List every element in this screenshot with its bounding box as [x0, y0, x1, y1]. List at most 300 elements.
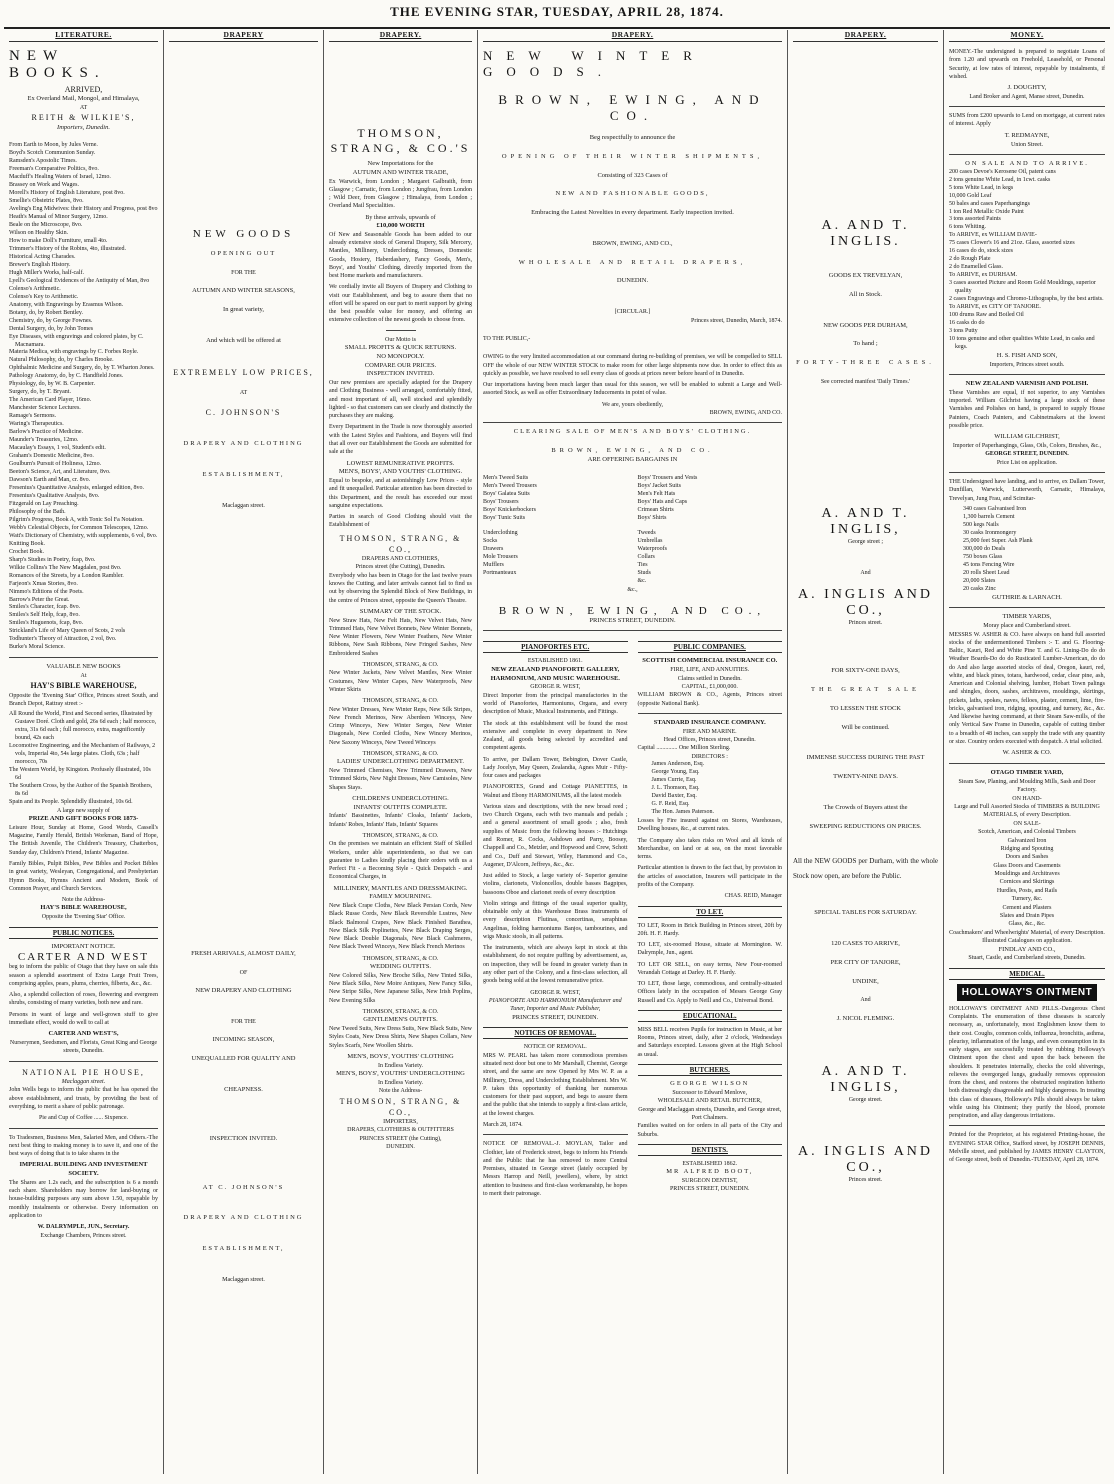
forty-three: FORTY-THREE CASES.	[796, 359, 935, 367]
book-item: Ramage's Sermons.	[9, 413, 57, 420]
bargain-item	[638, 523, 783, 531]
timber-yards: TIMBER YARDS,	[1002, 613, 1052, 621]
bargain-item: Boys' Trousers and Vests	[637, 474, 698, 481]
twenty-nine: TWENTY-NINE DAYS.	[833, 773, 898, 781]
sale-item: 200 cases Devoe's Kerosene Oil, patent cans	[949, 168, 1056, 175]
hay-prize-text: Leisure Hour, Sunday at Home, Good Words, Cassell's Magazine, Family Herald, British Workman, Band of Hope, The British Juvenile, The Children's Treasury, Chatterbox, Sunday day, Children's Friend, Infants' Magazine.	[9, 824, 158, 856]
otago-sub: Steam Saw, Planing, and Moulding Mills, Sash and Door Factory.	[958, 778, 1096, 794]
hay-name: HAY'S BIBLE WAREHOUSE,	[30, 681, 137, 691]
book-item: Heath's Manual of Minor Surgery, 12mo.	[9, 214, 108, 221]
book-item: Pilgrim's Progress, Book A, with Tonic Sol Fa Notation.	[9, 516, 144, 523]
in-stock: All in Stock.	[848, 290, 883, 298]
on-sale-item: Ridging and Spouting	[1000, 845, 1054, 852]
book-item: Waring's Therapeutics.	[9, 421, 64, 428]
claims: Claims settled in Dunedin.	[677, 675, 742, 682]
wedding-text: New Colored Silks, New Broche Silks, New Tinted Silks, New Black Silks, New Moire Antiques, New Fancy Silks, New Stripe Silks, New Japanese Silks, New Irish Poplins, New Evening Silks	[329, 972, 472, 1004]
establishment-2: ESTABLISHMENT,	[202, 1245, 285, 1253]
on-sale-item: Glass, &c., &c.	[1008, 921, 1046, 928]
attention: Particular attention is drawn to the fact that, by provision in the articles of association, Insurers will participate in the profits of the Company.	[637, 865, 782, 888]
educational-heading: EDUCATIONAL.	[638, 1010, 783, 1022]
great-variety: In great variety,	[223, 305, 264, 313]
hay-at: At	[80, 673, 87, 680]
brown-agents: WILLIAM BROWN & CO., Agents, Princes street (opposite National Bank).	[637, 692, 782, 707]
gilchrist-addr: GEORGE STREET, DUNEDIN.	[985, 451, 1069, 458]
wholesale-retail: WHOLESALE AND RETAIL DRAPERS,	[518, 258, 747, 266]
ex-text: Ex Warwick, from London ; Margaret Galbraith, from Glasgow ; Carnatic, from London ; Jungfrau, from London ; Wild Deer, from Glasgow ; Himalaya, from London ; Overland Mail Specialities.	[329, 178, 472, 210]
est-1862: ESTABLISHED 1862.	[682, 1160, 738, 1167]
reid: CHAS. REID, Manager	[724, 893, 782, 900]
motto-is: Our Motto is	[384, 336, 416, 343]
everybody-text: Everybody who has been in Otago for the last twelve years knows the Cutting, and later arrivals cannot fail to find us out by observing the Splendid Block of New Buildings, in the centre of Princes street, opposite the Queen's Theatre.	[329, 572, 472, 604]
of: OF	[239, 969, 248, 976]
immense: IMMENSE SUCCESS DURING THE PAST	[806, 754, 925, 762]
cases-arrive: 120 CASES TO ARRIVE,	[831, 940, 900, 948]
book-item: Trimmer's History of the Robins, 4to, illustrated.	[9, 245, 127, 252]
owing-text-2: Our importations having been much larger than usual for this season, we will be enabled to submit a Large and Well-assorted Stock, as well as offer Extraordinary Inducements in point of value.	[483, 382, 782, 397]
book-item: Nimmo's Editions of the Poets.	[9, 588, 84, 595]
summary-stock: SUMMARY OF THE STOCK.	[359, 607, 442, 615]
books-firm: REITH & WILKIE'S,	[31, 113, 136, 123]
for-the: FOR THE	[231, 269, 256, 276]
yours: We are, yours obediently,	[602, 401, 663, 408]
book-item: Strickland's Life of Mary Queen of Scots, 2 vols	[9, 628, 126, 635]
let-1: TO LET, Room in Brick Building in Princes street, 20ft by 20ft. H. F. Hardy.	[637, 922, 782, 937]
new-importations: New Importations for the	[367, 160, 434, 167]
new-fashionable: NEW AND FASHIONABLE GOODS,	[555, 190, 710, 198]
undersigned-item: 20 casks Zinc	[963, 585, 996, 592]
sale-item: 10 tons genuine and other qualities White Lead, in casks and kegs.	[949, 336, 1095, 350]
bargain-item: Umbrellas	[637, 538, 663, 545]
hay-address: Opposite the 'Evening Star' Office, Princes street South, and Branch Depot, Rattray street :-	[9, 692, 158, 707]
book-item: The American Card Player, 16mo.	[9, 397, 92, 404]
bargain-item: Mufflers	[483, 562, 504, 569]
book-item: Sharp's Studies in Poetry, fcap, 8vo.	[9, 556, 96, 563]
sale-item: 2 do Enamelled Glass.	[949, 264, 1003, 271]
new-drapery: NEW DRAPERY AND CLOTHING	[195, 987, 292, 995]
no-monopoly: NO MONOPOLY.	[376, 352, 425, 360]
on-sale-2: ON SALE-	[1013, 820, 1041, 827]
extremely-low: EXTREMELY LOW PRICES,	[173, 368, 314, 378]
asher: W. ASHER & CO.	[1002, 749, 1052, 757]
books-sub: Importers, Dunedin.	[57, 123, 110, 131]
carter-sign-2: Nurserymen, Seedsmen, and Florists, Great King and George streets, Dunedin.	[9, 1040, 158, 1055]
trades-text-2: The Shares are 1.2s each, and the subscription is 6 a month each share. Shareholders may borrow for land-buying or house-building purposes any sum above 1.50, repayable by monthly instalments or otherwise. Every information on application to	[9, 1179, 158, 1219]
drapery-clothing: DRAPERY AND CLOTHING	[183, 440, 304, 448]
lowest-profits: LOWEST REMUNERATIVE PROFITS.	[346, 459, 455, 467]
book-item: Aveling's Eng Midwives: their History and Progress, post 8vo	[9, 206, 158, 213]
johnson: C. JOHNSON'S	[205, 408, 282, 418]
undersigned-item: 300,000 do Deals	[963, 545, 1006, 552]
great-sale: THE GREAT SALE	[811, 686, 920, 694]
ai-2: A. INGLIS AND CO.,	[797, 1143, 934, 1175]
beg-announce: Beg respectfully to announce the	[589, 134, 676, 141]
new-goods: NEW GOODS	[192, 228, 295, 240]
sale-item: 50 bales and cases Paperhangings	[949, 200, 1030, 207]
column-heading: LITERATURE.	[9, 30, 158, 42]
bec-2: BROWN, EWING, AND CO.	[551, 447, 714, 455]
mens-boys-clothing: MEN'S, BOYS', AND YOUTHS' CLOTHING.	[338, 468, 463, 476]
column-drapery-johnson	[164, 30, 324, 1474]
carter-text-2: Also, a splendid collection of roses, flowering and evergreen shrubs, consisting of many varieties, both new and rare.	[9, 992, 158, 1007]
maclaggan: Maclaggan street.	[222, 502, 265, 509]
bargain-item: Boys' Tunic Suits	[483, 514, 526, 521]
embracing: Embracing the Latest Novelties in every department. Early inspection invited.	[531, 209, 734, 217]
at: AT	[239, 389, 248, 396]
new-winter-goods: NEW WINTER GOODS.	[483, 48, 706, 79]
piano-company: NEW ZEALAND PIANOFORTE GALLERY, HARMONIUM, AND MUSIC WAREHOUSE.	[490, 665, 620, 682]
masthead-title: THE EVENING STAR, TUESDAY, APRIL 28, 1874.	[390, 4, 724, 19]
bargain-item: Men's Tweed Trousers	[483, 482, 537, 489]
princes-street: PRINCES STREET, DUNEDIN.	[589, 616, 676, 624]
bargain-item: Crimean Shirts	[637, 506, 674, 513]
book-item: Brewer's English History.	[9, 261, 71, 268]
pearl-text: MRS W. PEARL has taken more commodious premises situated next door but one to Mr Marshall, Chemist, George street, and the same are now Opened by Mrs W. P. as a Millinery, Dress, and Underclothing Establishment. Mrs W. P. takes this opportunity of thanking her numerous customers for their past support, and begs to assure them and the public that she intends to supply a first-class article, at the lowest charges.	[483, 1052, 628, 1117]
wilson-trade: WHOLESALE AND RETAIL BUTCHER,	[657, 1098, 762, 1105]
princes-2: Princes street.	[848, 1176, 883, 1183]
column-literature	[4, 30, 164, 1474]
masthead	[0, 0, 1114, 26]
book-item: Chemistry, do, by George Fownes.	[9, 317, 93, 324]
book-item: Watt's Dictionary of Chemistry, with supplements, 6 vol, 8vo.	[9, 532, 158, 539]
hay-list	[9, 711, 158, 807]
book-item: Beeton's Science, Art, and Literature, 8vo.	[9, 469, 111, 476]
miss-bell: MISS BELL receives Pupils for instruction in Music, at her Rooms, Princes street, daily, after 2 o'clock, Wednesdays and Saturdays excepted. Lessons given at the High School as usual.	[637, 1026, 782, 1058]
wilson-text: Families waited on for orders in all parts of the City and Suburbs.	[637, 1123, 782, 1138]
sale-item: 16 cases do do, stock sizes	[949, 248, 1013, 255]
pie-heading: NATIONAL PIE HOUSE,	[22, 1067, 145, 1077]
capital: CAPITAL, £1,000,000.	[681, 683, 738, 690]
princes-cutting-2: PRINCES STREET (the Cutting),	[359, 1135, 442, 1142]
by-these: By these arrivals, upwards of	[365, 214, 436, 221]
sale-item: 3 cases assorted Picture and Room Gold Mouldings, superior quality	[949, 280, 1096, 295]
findlay: FINDLAY AND CO.,	[998, 945, 1056, 953]
undersigned-item: 340 cases Galvanised Iron	[963, 505, 1027, 512]
sale-item: To ARRIVE, ex CITY OF TANJORE.	[949, 304, 1041, 311]
offering-bargains: ARE OFFERING BARGAINS IN	[587, 455, 678, 463]
summary-text: New Straw Hats, New Felt Hats, New Velvet Hats, New Trimmed Hats, New Velvet Bonnets, New Winter Bonnets, New Winter Flowers, New Winter Feathers, New Winter Ribbons, New Sash Ribbons, New Fringed Sashes, New Embroidered Sashes	[329, 617, 472, 657]
princes: Princes street.	[848, 620, 883, 626]
public-notices-heading: PUBLIC NOTICES.	[9, 927, 158, 939]
book-item: How to make Doll's Furniture, small 4to.	[9, 237, 108, 244]
fresh-arrivals: FRESH ARRIVALS, ALMOST DAILY,	[191, 950, 296, 958]
just-added: Just added to Stock, a large variety of- Superior genuine violins, clarionets, Violoncellos, double basses Bagpipes, bassoons Oboe and clarionet reeds of every description	[483, 873, 628, 896]
bargain-item: Boys' Knickerbockers	[483, 506, 536, 513]
book-item: Surgery, do, by T. Bryant.	[9, 389, 71, 396]
bargain-item: Drawers	[483, 546, 504, 553]
west-2: GEORGE R. WEST,	[530, 989, 581, 996]
endless-variety-2: In Endless Variety.	[378, 1079, 423, 1086]
book-item: Graham's Domestic Medicine, 8vo.	[9, 453, 94, 460]
hay-prize: PRIZE AND GIFT BOOKS FOR 1873-	[28, 815, 139, 823]
hay-item: All Round the World, First and Second series, Illustrated by Gustave Doré. Cloth and gold, 26s 6d each ; half morocco, extra, 31s 6d each ; full morocco, extra, magnificently bound, 42s each	[9, 711, 157, 742]
book-item: Wilkie Collins's The New Magdalen, post 8vo.	[9, 564, 122, 571]
removal-heading: NOTICES OF REMOVAL.	[483, 1027, 628, 1039]
importers: IMPORTERS,	[383, 1118, 418, 1125]
pie-sub: Maclaggan street.	[61, 1078, 106, 1085]
columns	[0, 30, 1114, 1474]
cordially-text: We cordially invite all Buyers of Drapery and Clothing to visit our Establishment, and beg to assure them that no effort will be spared on our part to merit support by giving the best possible value for money, and offering an extensive collection of the newest goods to choose from.	[329, 284, 472, 324]
wilson-sub: Successor to Edward Menlove,	[672, 1089, 748, 1096]
bargain-item: &c.	[637, 578, 647, 585]
bargain-item: Waterproofs	[637, 546, 668, 553]
book-item: Anatomy, with Engravings by Erasmus Wilson.	[9, 301, 124, 308]
inspection-invited: INSPECTION INVITED.	[366, 370, 435, 378]
bargain-item: Mole Trousers	[483, 554, 518, 561]
consisting: Consisting of 323 Cases of	[597, 171, 668, 179]
head-offices: Head Offices, Princes street, Dunedin.	[663, 737, 756, 744]
west-text: Direct Importer from the principal manufactories in the world of Pianofortes, Harmoniums, Organs, and every description of Music, Musical Instruments, and Fittings.	[483, 692, 628, 716]
book-item: Hugh Miller's Works, half-calf.	[9, 269, 84, 276]
bargain-item: Portmanteaux	[483, 570, 517, 577]
book-item: Pathology Anatomy, do, by C. Handfield Jones.	[9, 373, 124, 380]
to-hand: To hand ;	[853, 340, 878, 348]
hay-name-2: HAY'S BIBLE WAREHOUSE,	[40, 904, 127, 912]
books-arrived: ARRIVED,	[64, 85, 103, 94]
book-item: Wilson on Healthy Skin.	[9, 229, 69, 236]
crowds: The Crowds of Buyers attest the	[823, 803, 908, 811]
various-text: Various sizes and descriptions, with the new broad reed ; two Church Organs, each with two manuals and pedals ; and a general assortment of small goods ; also, fresh supplies of Music from the following houses :- Hutchings and Romer, R. Cocks, Ashdown and Parry, Boosey, Chappell and Co., Metzler, and Hopwood and Crew, Schott and Co., Duff and Stewart, Wiley, Hammond and Co., Augener, D'Alcorn, Jeffreys, &c., &c.	[483, 803, 628, 868]
let-4: TO LET, those large, commodious, and centrally-situated Offices lately in the occupation of Messrs George Gray Russell and Co. Apply to Neill and Co., Universal Bond.	[637, 981, 782, 1004]
incoming-season: INCOMING SEASON,	[212, 1036, 275, 1044]
bargain-item: Men's Felt Hats	[637, 490, 676, 497]
for-the-2: FOR THE	[231, 1019, 256, 1026]
west-sub: PIANOFORTE AND HARMONIUM Manufacturer and Tuner, Importer and Music Publisher,	[488, 997, 622, 1013]
fire-marine: FIRE AND MARINE.	[682, 728, 737, 735]
column-heading: DRAPERY.	[793, 30, 938, 42]
trades-sign: W. DALRYMPLE, JUN., Secretary.	[37, 1224, 130, 1231]
owing-text: OWING to the very limited accommodation at our command during re-building of premises, we will be compelled to SELL OFF the whole of our NEW WINTER STOCK to make room for other large shipments now due. In order to effect this as quickly as possible, we have resolved to sell every class of goods at prices never before heard of in Dunedin.	[483, 354, 782, 377]
book-item: Botany, do, by Robert Bentley.	[9, 309, 84, 316]
gilchrist-sub: Importer of Paperhangings, Glass, Oils, Colors, Brushes, &c.,	[952, 442, 1102, 449]
wedding-outfits: WEDDING OUTFITS.	[369, 963, 432, 971]
lower-sub-columns	[483, 636, 782, 1201]
book-item: Boyd's Scotch Communion Sunday.	[9, 150, 96, 157]
worth: £10,000 WORTH	[376, 221, 425, 229]
ati-2: A. AND T. INGLIS,	[821, 506, 910, 538]
undersigned-item: 25,000 feet Super. Ash Plank	[963, 537, 1033, 544]
boot-sub: SURGEON DENTIST,	[681, 1177, 738, 1184]
asher-text: MESSRS W. ASHER & CO. have always on hand full assorted stocks of the undermentioned Timbers :- T. and G. Flooring-Baltic, Kauri, Red and White Pine T. and G. Lining-Do do do Weather Boards-Do do do Rusticated Lumber-American, do do do And also large assorted stocks of deal, Oregon, kauri, red, white, and black pines, totara, hardwood, cedar, clear pine, ash, American and Colonial shelving, lumber, Hobart Town palings and shingles, doors, sashes, architraves, mouldings, skirtings, pickets, laths, spokes, naves, felloes, plaster, cement, lime, fire-bricks, galvanised iron, ridging, spouting, and turnery, &c., &c. And likewise having command, at their Steam Saw-mills, of the only Vertical Saw Frame in Dunedin, capable of cutting timber to a breadth of 48 inches, can supply the trade with any quantity or size. Country orders executed with despatch. A trial solicited.	[949, 631, 1105, 745]
findlay-addr: Stuart, Castle, and Cumberland streets, Dunedin.	[968, 955, 1086, 962]
let-3: TO LET OR SELL, on easy terms, New Four-roomed Verandah Cottage at Darley. H. F. Hardy.	[637, 961, 782, 976]
unequalled: UNEQUALLED FOR QUALITY AND	[191, 1055, 296, 1063]
doughty-sub: Land Broker and Agent, Manse street, Dunedin.	[969, 93, 1085, 100]
book-item: Smiles's Self Help, fcap, 8vo.	[9, 612, 80, 619]
holloway-banner: HOLLOWAY'S OINTMENT	[957, 984, 1097, 1001]
bargain-item: Socks	[483, 538, 498, 545]
stock-text: The stock at this establishment will be found the most extensive and complete in every department in New Zealand, all goods being selected by accredited and competent agents.	[483, 720, 628, 752]
tsc-3: THOMSON, STRANG, & CO.,	[339, 1096, 462, 1117]
worth-text: Of New and Seasonable Goods has been added to our already extensive stock of General Drapery, Silk Mercery, Mantles, Millinery, Underclothing, Dresses, Domestic Goods, Hosiery, Haberdashery, Fancy Goods, Men's, Boys', and Youths' Clothing, directly imported from the best Home markets and manufacturers.	[329, 231, 472, 280]
ladies-dept: LADIES' UNDERCLOTHING DEPARTMENT.	[337, 758, 464, 766]
mourning-text: New Black Crape Cloths, New Black Persian Cords, New Black Russe Cords, New Black Reversible Lustres, New Black Balmoral Crapes, New Black Finished Barathea, New Black Silk Poplinettes, New Black Draping Serges, New Black Double Diagonals, New Black Cashmeres, New Black Tweed Winceys, New Black French Merinos	[329, 903, 472, 951]
undersigned-item: 45 tons Fencing Wire	[963, 561, 1015, 568]
on-sale-item: Cement and Plasters	[1002, 904, 1052, 911]
hay-opposite: Opposite the 'Evening Star' Office.	[41, 914, 126, 921]
otago-timber: OTAGO TIMBER YARD,	[990, 769, 1064, 776]
bargain-item: Boys' Shirts	[637, 514, 667, 521]
book-item: Smiles's Character, fcap. 8vo.	[9, 604, 81, 611]
sale-item: To ARRIVE, ex WILLIAM DAVIE-	[949, 232, 1037, 239]
bec-heading: BROWN, EWING, AND CO.	[498, 92, 767, 123]
sale-item: 75 cases Clower's 16 and 21oz. Glass, assorted sizes	[949, 240, 1075, 247]
director-item: The Hon. James Paterson.	[651, 809, 714, 816]
wilson-addr: George and Maclaggan streets, Dunedin, and George street, Port Chalmers.	[638, 1106, 782, 1121]
and: And	[860, 569, 871, 576]
to-public: TO THE PUBLIC,-	[483, 335, 531, 342]
trades-text: To Tradesmen, Business Men, Salaried Men, and Others.-The next best thing to making money is to save it, and one of the best ways of doing that is to take shares in the	[9, 1134, 158, 1158]
varnish-text: These Varnishes are equal, if not superior, to any Varnishes imported. William Gilchrist having a large stock of these Varnishes and Polishes on hand, is prepared to supply House Painters, Coach Painters, and Cabinetmakers at the lowest possible price.	[949, 389, 1105, 429]
sale-item: 6 tons Whiting.	[949, 224, 987, 231]
boot: MR ALFRED BOOT,	[666, 1168, 754, 1176]
tsc-2: THOMSON, STRANG, & CO.,	[339, 533, 462, 554]
lessen: TO LESSEN THE STOCK	[830, 704, 901, 712]
undersigned-item: 750 boxes Glass	[963, 553, 1003, 560]
book-item: Fresenius's Quantitative Analysis, enlarged edition, 8vo.	[9, 484, 144, 491]
moylan-text: NOTICE OF REMOVAL.-J. MOYLAN, Tailor and Clothier, late of Frederick street, begs to inform his Friends and the Public that he has removed to more Central Premises, situated in George street (lately occupied by Messrs Harrop and Neill, jewellers), where, by strict attention to business and first-class workmanship, he hopes to merit their patronage.	[483, 1141, 628, 1197]
column-heading: DRAPERY.	[483, 30, 782, 42]
cheapness: CHEAPNESS.	[224, 1085, 263, 1093]
sign-5: THOMSON, STRANG, & CO.	[362, 955, 439, 962]
directors: DIRECTORS :	[691, 753, 728, 760]
sale-item: 2 cases Engravings and Chromo-Lithographs, by the best artists.	[949, 296, 1104, 303]
hay-note: Note the Address-	[61, 897, 106, 904]
butchers-heading: BUTCHERS.	[638, 1064, 783, 1076]
ai: A. INGLIS AND CO.,	[797, 587, 934, 618]
fish-sub: Importers, Princes street south.	[989, 361, 1065, 368]
bargain-item: Boys' Hats and Caps	[637, 498, 688, 505]
director-item: J. L. Thomson, Esq.	[651, 785, 700, 792]
wilson: GEORGE WILSON	[670, 1079, 750, 1087]
standard: STANDARD INSURANCE COMPANY.	[653, 718, 766, 726]
director-item: G. F. Reid, Esq.	[651, 801, 690, 808]
sub-col-public-companies	[638, 636, 783, 1201]
doughty: J. DOUGHTY,	[1007, 84, 1047, 92]
family-mourning: FAMILY MOURNING.	[369, 893, 432, 901]
book-item: Philosophy of the Bath.	[9, 508, 66, 515]
special-tables: SPECIAL TABLES FOR SATURDAY.	[814, 909, 917, 917]
book-item: From Earth to Moon, by Jules Verne.	[9, 142, 98, 149]
book-item: Dawson's Earth and Man, cr. 8vo.	[9, 476, 91, 483]
sale-item: 3 tons Putty	[949, 328, 978, 335]
bargain-item: Collars	[637, 554, 655, 561]
important-notice: IMPORTANT NOTICE.	[51, 942, 116, 950]
and-2: And	[860, 997, 871, 1004]
redmayne-sub: Union Street.	[1011, 141, 1043, 148]
west: GEORGE R. WEST,	[530, 684, 581, 691]
undersigned-item: 1,300 barrels Cement	[963, 513, 1015, 520]
hay-item: The Western World, by Kingston. Profusely illustrated, 10s 6d	[9, 766, 151, 781]
price-list: Price List on application.	[996, 459, 1058, 466]
removal-title: NOTICE OF REMOVAL.	[523, 1044, 587, 1051]
ati-3: A. AND T. INGLIS,	[821, 1063, 910, 1095]
scottish: SCOTTISH COMMERCIAL INSURANCE CO.	[642, 657, 778, 665]
tsc-heading: THOMSON, STRANG, & CO.'S	[330, 126, 471, 155]
director-item: George Young, Esq.	[651, 769, 700, 776]
on-sale-item: Turnery, &c.	[1011, 896, 1043, 903]
gentlemens-outfits: GENTLEMEN'S OUTFITS.	[363, 1016, 438, 1024]
undersigned-text: THE Undersigned have landing, and to arrive, ex Dallam Tower, Dunfillan, Warwick, Lutterworth, Carnatic, Himalaya, Trevelyan, Jung Frau, and Scimitar-	[949, 479, 1105, 502]
bargain-item: Men's Tweed Suits	[483, 474, 529, 481]
ladies-text: New Trimmed Chemises, New Trimmed Drawers, New Trimmed Skirts, New Night Dresses, New Camisoles, New Shapes Stays.	[329, 768, 472, 791]
premises-2-text: On the premises we maintain an efficient Staff of Skilled Workers, under able superintendents, so that we can guarantee to Ladies kindly placing their orders with us a Perfect Fit - a Becoming Style - Quick Despatch - and Economical Charges, in	[329, 841, 472, 881]
book-item: Colenso's Arithmetic.	[9, 285, 61, 292]
book-item: Burke's Moral Science.	[9, 644, 65, 651]
fire-life: FIRE, LIFE, AND ANNUITIES.	[670, 667, 750, 674]
drapers-outfitters: DRAPERS, CLOTHIERS & OUTFITTERS	[347, 1127, 454, 1134]
on-sale: ON SALE AND TO ARRIVE.	[965, 159, 1089, 167]
offered-at: And which will be offered at	[206, 336, 281, 344]
see-manifest: See corrected manifest 'Daily Times.'	[820, 378, 911, 385]
bargain-list-right	[638, 475, 783, 587]
undersigned-item: 30 casks Ironmongery	[963, 529, 1017, 536]
mens-underclothing: MEN'S, BOYS', YOUTHS' UNDERCLOTHING	[336, 1070, 465, 1078]
carter-text: beg to inform the public of Otago that they have on sale this season a splendid assortment of Extra Large Fruit Trees, comprising apples, pears, plums, cherries, filberts, &c., &c.	[9, 964, 158, 987]
book-item: Barlow's Practice of Medicine.	[9, 429, 84, 436]
pie-text: John Wells begs to inform the public that he has opened the above establishment, and trusts, by providing the best of everything, to merit a share of public patronage.	[9, 1087, 158, 1110]
bargain-item: Tweeds	[637, 530, 656, 537]
hay-item: Locomotive Engineering, and the Mechanism of Railways, 2 vols, Imperial 4to, 54s large plates. Cloth, 63s ; half morocco, 70s	[9, 743, 156, 765]
piano-cab: PIANOFORTES, Grand and Cottage PIANETTES, in Walnut and Ebony HARMONIUMS, all the latest models	[483, 784, 628, 799]
book-item: Manchester Science Lectures.	[9, 405, 81, 412]
sale-item: 16 casks do do	[949, 320, 985, 327]
princes-west: PRINCES STREET, DUNEDIN.	[512, 1013, 599, 1021]
pearl-date: March 28, 1874.	[483, 1121, 523, 1128]
sign-3: THOMSON, STRANG, & CO.	[362, 750, 439, 757]
at-johnson: AT C. JOHNSON'S	[202, 1183, 285, 1191]
book-item: Physiology, do, by W. B. Carpenter.	[9, 381, 95, 388]
fleming: J. NICOL FLEMING.	[836, 1014, 895, 1022]
sign-6: THOMSON, STRANG, & CO.	[362, 1008, 439, 1015]
equal-text: Equal to bespoke, and at astonishingly Low Prices - style and fit unequalled. Particular attention has been directed to this Department, and the result has exceeded our most sanguine expectations.	[329, 478, 472, 509]
endless-variety: In Endless Variety.	[378, 1062, 423, 1069]
book-item: Fitzgerald on Lay Preaching.	[9, 500, 79, 507]
carter-sign: CARTER AND WEST'S,	[48, 1030, 119, 1038]
hay-family: Family Bibles, Pulpit Bibles, Pew Bibles and Pocket Bibles in great variety, Wesleyan, Congregational, and Presbyterian Hymn Books, Hymns Ancient and Modern, Book of Common Prayer, and Church Services.	[9, 861, 158, 892]
dunedin: DUNEDIN.	[616, 277, 649, 285]
bargain-item: Underclothing	[483, 530, 518, 537]
firm: BROWN, EWING, AND CO.,	[592, 239, 673, 247]
bargain-item: Studs	[637, 570, 651, 577]
dunedin: DUNEDIN.	[386, 1144, 415, 1151]
dentists-heading: DENTISTS.	[638, 1144, 783, 1156]
goods-ex: GOODS EX TREVELYAN,	[828, 272, 903, 279]
column-drapery-brown	[478, 30, 788, 1474]
on-sale-2-list	[949, 828, 1105, 937]
book-item: Maunder's Treasuries, 12mo.	[9, 437, 79, 444]
book-item: Materia Medica, with engravings by C. Forbes Royle.	[9, 349, 139, 356]
book-item: Historical Acting Charades.	[9, 253, 76, 260]
premises-text: Our new premises are specially adapted for the Drapery and Clothing Business - well arranged, comfortably fitted, and most important of all, well stocked and splendidly lighted - so that customers can see clearly and distinctly the purchases they are making.	[329, 380, 472, 420]
pie-price: Pie and Cup of Coffee ...... Sixpence.	[38, 1115, 129, 1122]
opening-out: OPENING OUT	[210, 250, 277, 257]
to-let-heading: TO LET.	[638, 906, 783, 918]
sale-item: 5 tons White Lead, in kegs	[949, 184, 1014, 191]
compare-prices: COMPARE OUR PRICES.	[364, 361, 437, 369]
circular: [CIRCULAR.]	[614, 309, 651, 316]
per-city: PER CITY OF TANJORE,	[830, 958, 901, 966]
book-item: Freeman's Comparative Politics, 8vo.	[9, 166, 99, 173]
on-sale-item: Coachmakers' and Wheelwrights' Material, of every Description.	[949, 929, 1105, 936]
pianofortes-heading: PIANOFORTES ETC.	[483, 641, 628, 653]
book-item: Farjeon's Xmas Stories, 8vo.	[9, 580, 78, 587]
wool: The Company also takes risks on Wool and all kinds of Merchandise, on land or at sea, on the most favorable terms.	[637, 837, 782, 861]
trades-address: Exchange Chambers, Princes street.	[40, 1232, 127, 1239]
est-1861: ESTABLISHED 1861.	[527, 658, 583, 665]
books-ex: Ex Overland Mail, Mongol, and Himalaya,	[27, 95, 140, 103]
on-hand: ON HAND-	[1012, 795, 1042, 802]
george-street: George street ;	[847, 539, 884, 546]
